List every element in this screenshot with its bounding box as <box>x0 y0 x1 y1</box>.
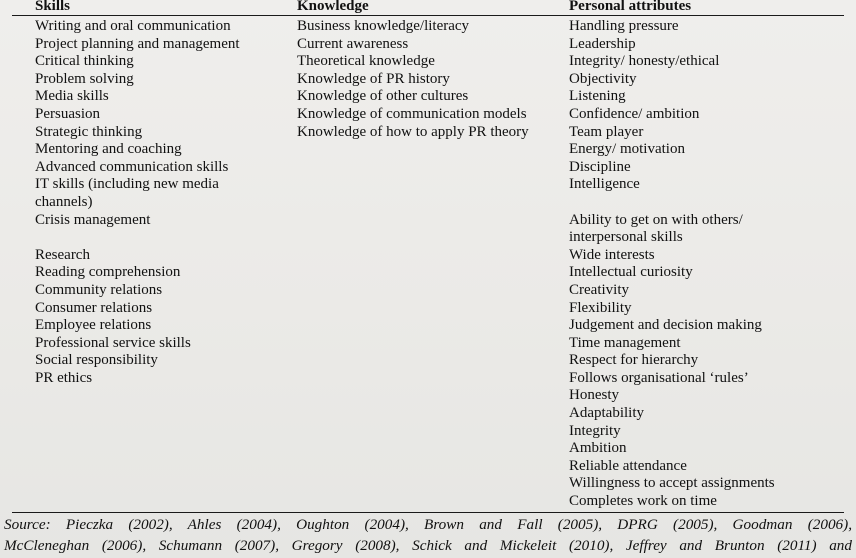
attribute-item: Follows organisational ‘rules’ <box>569 369 749 386</box>
skill-item: Employee relations <box>35 317 152 334</box>
attribute-item: Discipline <box>569 158 631 175</box>
skill-item: Mentoring and coaching <box>35 141 182 158</box>
attribute-item: Leadership <box>569 35 636 52</box>
skill-item: Writing and oral communication <box>35 18 231 34</box>
attribute-item: Completes work on time <box>569 493 717 510</box>
skill-item: Strategic thinking <box>35 123 143 140</box>
attribute-item: Creativity <box>569 281 629 298</box>
attribute-item: Intellectual curiosity <box>569 264 693 281</box>
skill-item: Media skills <box>35 88 109 105</box>
attribute-item: Respect for hierarchy <box>569 352 699 369</box>
knowledge-item: Current awareness <box>297 35 409 52</box>
skills-list <box>35 18 240 387</box>
knowledge-item: Knowledge of how to apply PR theory <box>297 123 529 140</box>
attribute-item: Ability to get on with others/ <box>569 211 743 228</box>
source-citation <box>4 514 852 556</box>
knowledge-item: Knowledge of other cultures <box>297 88 469 105</box>
skill-item: Consumer relations <box>35 299 153 316</box>
attribute-item: Ambition <box>569 440 627 457</box>
skill-item: Crisis management <box>35 211 151 228</box>
bottom-rule <box>12 512 844 513</box>
attribute-item: Willingness to accept assignments <box>569 475 775 492</box>
skill-item: Project planning and management <box>35 35 240 52</box>
attribute-item: Objectivity <box>569 70 637 87</box>
skill-item: Persuasion <box>35 105 100 122</box>
skill-item: Problem solving <box>35 70 134 87</box>
attribute-item: Intelligence <box>569 176 640 193</box>
skill-item: Community relations <box>35 281 163 298</box>
skill-item <box>35 229 240 247</box>
skill-item: PR ethics <box>35 369 93 386</box>
attribute-item: Integrity/ honesty/ethical <box>569 53 720 70</box>
knowledge-item: Theoretical knowledge <box>297 53 435 70</box>
header-rule <box>12 15 844 16</box>
skill-item: Reading comprehension <box>35 264 181 281</box>
skill-item: Research <box>35 246 90 263</box>
attribute-item: interpersonal skills <box>569 229 683 246</box>
attribute-item: Judgement and decision making <box>569 317 762 334</box>
attribute-item: Wide interests <box>569 246 655 263</box>
skill-item: IT skills (including new media <box>35 176 219 193</box>
attribute-item: Honesty <box>569 387 619 404</box>
attributes-header: Personal attributes <box>569 0 692 14</box>
knowledge-list <box>297 18 529 141</box>
source-line-2: McCleneghan (2006), Schumann (2007), Gregory (2008), Schick and Mickeleit (2010), Jeffrey and Brunton (2011) and <box>4 537 852 554</box>
skill-item: Social responsibility <box>35 352 158 369</box>
skill-item: Critical thinking <box>35 53 134 70</box>
knowledge-item: Business knowledge/literacy <box>297 18 470 34</box>
attribute-item: Confidence/ ambition <box>569 105 700 122</box>
skill-item: Professional service skills <box>35 334 191 351</box>
knowledge-header: Knowledge <box>297 0 369 14</box>
attribute-item: Team player <box>569 123 644 140</box>
knowledge-item: Knowledge of PR history <box>297 70 450 87</box>
skill-item: Advanced communication skills <box>35 158 229 175</box>
skills-header: Skills <box>35 0 71 14</box>
skill-item: channels) <box>35 193 93 210</box>
attribute-item: Listening <box>569 88 626 105</box>
attributes-list <box>569 18 775 511</box>
attribute-item: Flexibility <box>569 299 632 316</box>
attribute-item: Time management <box>569 334 681 351</box>
attribute-item: Reliable attendance <box>569 457 687 474</box>
attribute-item: Adaptability <box>569 405 644 422</box>
knowledge-item: Knowledge of communication models <box>297 105 527 122</box>
attribute-item: Integrity <box>569 422 621 439</box>
source-line-1: Source: Pieczka (2002), Ahles (2004), Oughton (2004), Brown and Fall (2005), DPRG (2005), Goodman (2006), <box>4 516 852 533</box>
attribute-item <box>569 194 775 212</box>
attribute-item: Handling pressure <box>569 18 679 34</box>
attribute-item: Energy/ motivation <box>569 141 685 158</box>
